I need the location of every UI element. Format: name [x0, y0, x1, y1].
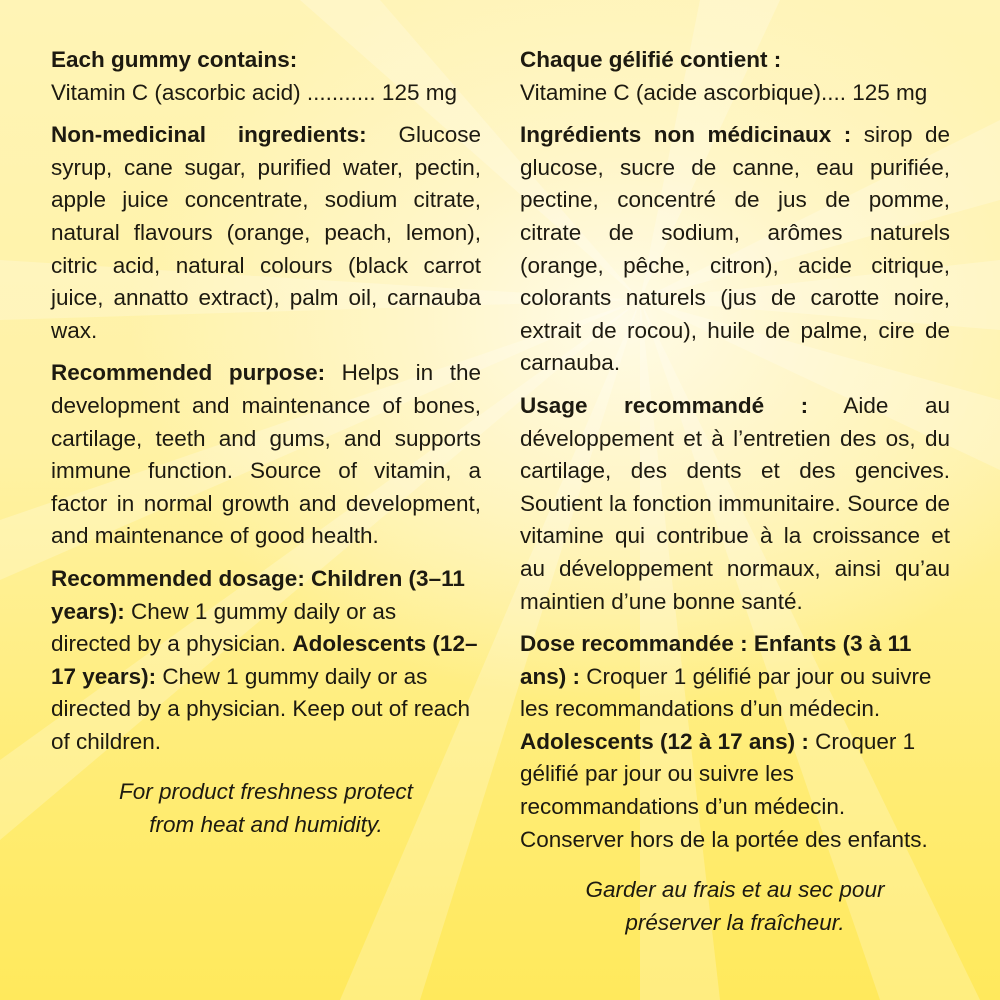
en-recommended-dosage	[51, 563, 481, 759]
en-dosage-label-adolescents: Adolescents (12–17 years):	[51, 631, 478, 689]
fr-purpose-text: Aide au développement et à l’entretien des os, du cartilage, des dents et des gencives. Soutient la fonction immunitaire. Source de vitamine qui contribue à la croissance et au développement normaux, ainsi qu’au maintien d’une bonne santé.	[520, 392, 950, 614]
en-purpose-label: Recommended purpose:	[51, 360, 326, 386]
en-non-medicinal-label: Non-medicinal ingredients:	[51, 122, 367, 148]
fr-dosage-label: Dose recommandée : Enfants (3 à 11 ans) :	[520, 631, 912, 689]
fr-contains-section	[520, 44, 950, 109]
fr-freshness-note-line-2: préserver la fraîcheur.	[625, 909, 845, 935]
en-contains-heading: Each gummy contains:	[51, 47, 298, 72]
english-column	[51, 44, 481, 842]
en-dosage-text-adolescents: Chew 1 gummy daily or as directed by a physician. Keep out of reach of children.	[51, 663, 471, 754]
fr-non-medicinal-ingredients	[520, 119, 950, 380]
french-column	[520, 44, 950, 939]
en-freshness-note-line-1: For product freshness protect	[119, 779, 413, 805]
en-purpose-text: Helps in the development and maintenance of bones, cartilage, teeth and gums, and supports immune function. Source of vitamin, a factor in normal growth and development, and maintenance of good health.	[51, 360, 481, 549]
fr-dosage-label-adolescents: Adolescents (12 à 17 ans) :	[520, 728, 809, 754]
en-dosage-label: Recommended dosage: Children (3–11 years):	[51, 565, 465, 624]
en-dosage-text-children: Chew 1 gummy daily or as directed by a physician.	[51, 598, 397, 657]
fr-recommended-dosage	[520, 628, 950, 856]
en-freshness-note	[51, 776, 481, 841]
fr-contains-line: Vitamine C (acide ascorbique).... 125 mg	[520, 79, 928, 105]
en-contains-line: Vitamin C (ascorbic acid) ........... 125 mg	[51, 79, 457, 105]
fr-dosage-text-children: Croquer 1 gélifié par jour ou suivre les recommandations d’un médecin.	[520, 663, 932, 722]
fr-contains-heading: Chaque gélifié contient :	[520, 47, 782, 72]
fr-purpose-label: Usage recommandé :	[520, 392, 809, 418]
fr-non-medicinal-text: sirop de glucose, sucre de canne, eau purifiée, pectine, concentré de jus de pomme, citrate de sodium, arômes naturels (orange, pêche, citron), acide citrique, colorants naturels (jus de carotte noire, extrait de rocou), huile de palme, cire de carnauba.	[520, 122, 950, 376]
fr-recommended-purpose	[520, 390, 950, 618]
en-non-medicinal-text: Glucose syrup, cane sugar, purified water, pectin, apple juice concentrate, sodium citrate, natural flavours (orange, peach, lemon), citric acid, natural colours (black carrot juice, annatto extract), palm oil, carnauba wax.	[51, 122, 482, 343]
fr-dosage-text-adolescents: Croquer 1 gélifié par jour ou suivre les recommandations d’un médecin. Conserver hors de la portée des enfants.	[520, 728, 928, 852]
en-freshness-note-line-2: from heat and humidity.	[149, 812, 383, 838]
en-non-medicinal-ingredients	[51, 119, 481, 347]
fr-freshness-note	[520, 874, 950, 939]
fr-freshness-note-line-1: Garder au frais et au sec pour	[585, 877, 885, 903]
en-recommended-purpose	[51, 357, 481, 553]
en-contains-section	[51, 44, 481, 109]
fr-non-medicinal-label: Ingrédients non médicinaux :	[520, 122, 852, 148]
